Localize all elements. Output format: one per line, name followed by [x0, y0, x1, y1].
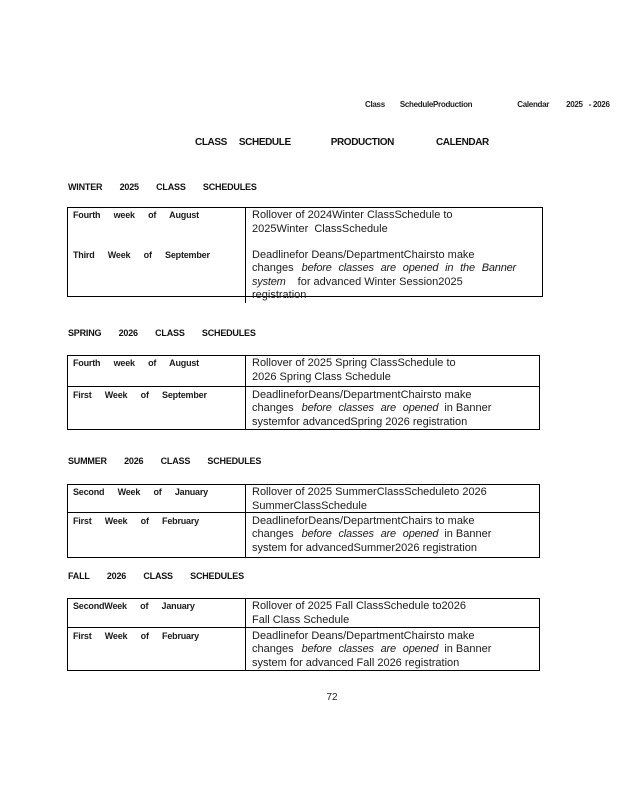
page-number: 72 [326, 692, 338, 703]
page-title [195, 137, 489, 148]
desc-line: system for advanced Fall 2026 registration [252, 656, 460, 669]
table-cell-description [246, 599, 539, 627]
desc-segment: changes [252, 262, 297, 274]
table-cell-description [246, 386, 539, 430]
desc-line [252, 643, 537, 657]
table-cell-description [246, 485, 539, 512]
desc-segment: in Banner [444, 528, 492, 540]
desc-segment-italic: before classes are opened in the Banner [301, 262, 516, 274]
desc-line: SummerClassSchedule [252, 499, 367, 512]
desc-line [252, 276, 540, 290]
running-header-word: 2025 [566, 100, 583, 109]
desc-line: Rollover of 2024Winter ClassSchedule to [252, 209, 453, 221]
section-heading-spring: SPRING 2026 CLASS SCHEDULES [68, 328, 256, 338]
desc-line: Deadlinefor Deans/DepartmentChairsto make [252, 248, 475, 261]
table-cell-when [68, 356, 246, 386]
desc-line: Rollover of 2025 Spring ClassSchedule to [252, 357, 456, 369]
table-cell-when [68, 386, 246, 430]
running-header-word: - 2026 [588, 100, 610, 109]
when-text: First Week of February [73, 515, 199, 526]
desc-segment-italic: before classes are opened [301, 643, 439, 655]
section-heading-fall: FALL 2026 CLASS SCHEDULES [68, 571, 244, 581]
desc-segment-italic: before classes are opened [301, 402, 439, 414]
section-heading-summer: SUMMER 2026 CLASS SCHEDULES [68, 456, 262, 466]
winter-schedule-table [67, 207, 543, 301]
table-cell-description [246, 356, 539, 386]
desc-line: DeadlineforDeans/DepartmentChairsto make [252, 388, 472, 401]
desc-line: Rollover of 2025 SummerClassScheduleto 2026 [252, 486, 487, 498]
summer-schedule-table [67, 484, 540, 558]
table-cell-when [68, 627, 246, 671]
table-cell-description [246, 512, 539, 558]
table-cell-description [246, 208, 542, 247]
desc-segment: changes [252, 402, 297, 414]
desc-line: 2025Winter ClassSchedule [252, 222, 388, 235]
running-header [365, 100, 610, 109]
running-header-word: Class [365, 100, 385, 109]
table-cell-when [68, 512, 246, 558]
desc-segment-italic: before classes are opened [301, 528, 439, 540]
desc-segment: for advanced Winter Session2025 [297, 275, 463, 288]
page-title-word: SCHEDULE [238, 137, 291, 148]
table-cell-when [68, 485, 246, 512]
desc-line: systemfor advancedSpring 2026 registration [252, 415, 468, 428]
page-title-word: CLASS [195, 137, 227, 148]
desc-segment: changes [252, 528, 297, 540]
when-text: Fourth week of August [73, 358, 199, 368]
fall-schedule-table [67, 598, 540, 671]
when-text: Fourth week of August [73, 210, 199, 220]
desc-line: Deadlinefor Deans/DepartmentChairsto make [252, 629, 475, 642]
desc-line [252, 528, 537, 542]
page-title-word: PRODUCTION [330, 137, 394, 148]
desc-line: system for advancedSummer2026 registration [252, 541, 477, 554]
when-text: Second Week of January [73, 487, 208, 497]
table-cell-when [68, 208, 246, 247]
spring-schedule-table [67, 355, 540, 430]
when-text: First Week of September [73, 389, 207, 400]
desc-line: registration [252, 289, 307, 301]
desc-line [252, 402, 537, 416]
section-heading-winter: WINTER 2025 CLASS SCHEDULES [68, 182, 257, 192]
when-text: Third Week of September [73, 249, 210, 260]
when-text: First Week of February [73, 630, 199, 641]
running-header-word: ScheduleProduction [399, 100, 473, 109]
desc-segment: in Banner [444, 643, 492, 655]
desc-line: DeadlineforDeans/DepartmentChairs to make [252, 514, 475, 527]
page-title-word: CALENDAR [435, 137, 489, 148]
desc-line [252, 262, 540, 276]
table-cell-description [246, 247, 542, 303]
running-header-word: Calendar [517, 100, 550, 109]
desc-segment: changes [252, 643, 297, 655]
desc-line: 2026 Spring Class Schedule [252, 370, 391, 383]
desc-line: Fall Class Schedule [252, 613, 350, 626]
table-cell-when [68, 247, 246, 303]
table-cell-when [68, 599, 246, 627]
when-text: SecondWeek of January [73, 601, 195, 611]
table-cell-description [246, 627, 539, 671]
desc-segment-italic: system [252, 275, 286, 288]
desc-line: Rollover of 2025 Fall ClassSchedule to2026 [252, 600, 467, 612]
desc-segment: in Banner [444, 402, 492, 414]
